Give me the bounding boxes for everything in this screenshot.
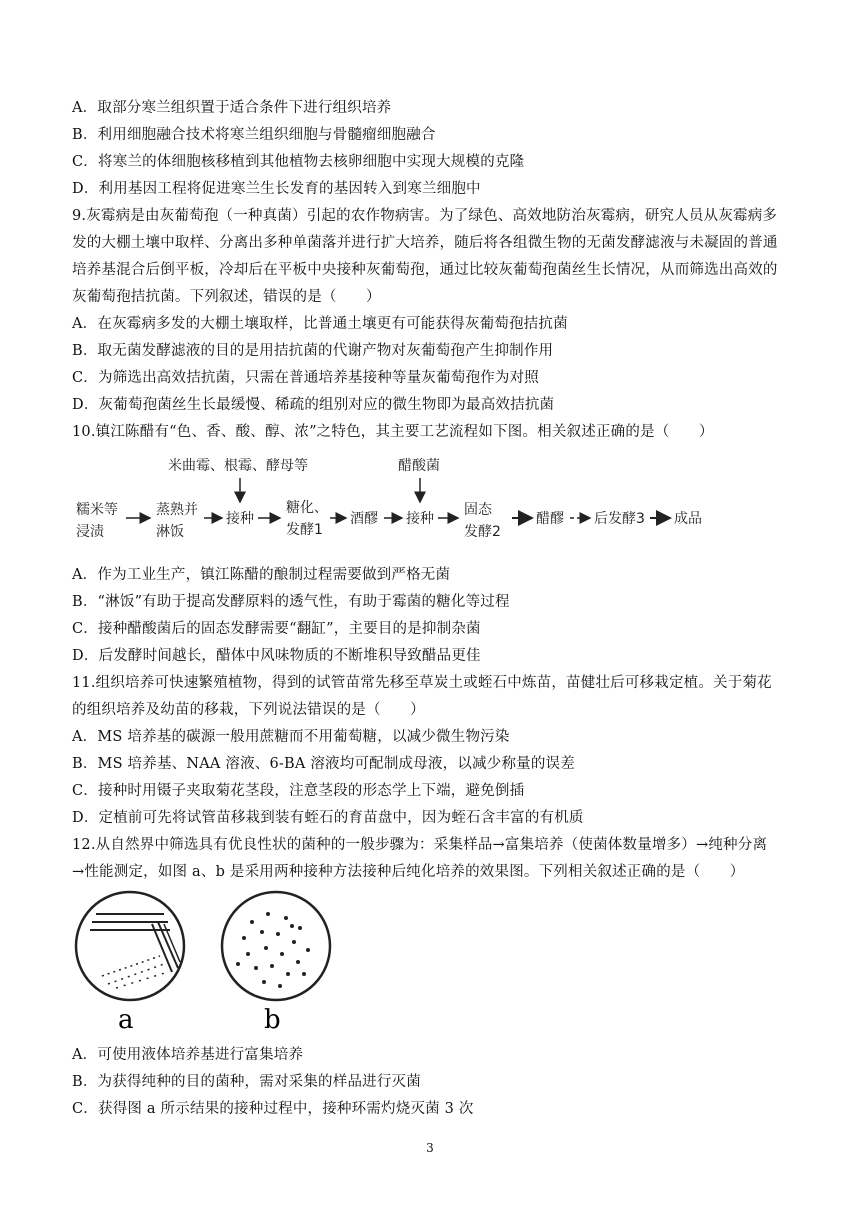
flow-step-2b: 淋饭 — [156, 524, 184, 540]
q9-option-b: B．取无菌发酵滤液的目的是用拮抗菌的代谢产物对灰葡萄孢产生抑制作用 — [72, 343, 554, 359]
flow-step-1: 糯米等 — [76, 502, 118, 518]
q10-option-b: B．“淋饭”有助于提高发酵原料的透气性，有助于霉菌的糖化等过程 — [72, 594, 510, 610]
q12-option-c: C．获得图 a 所示结果的接种过程中，接种环需灼烧灭菌 3 次 — [72, 1101, 474, 1117]
culture-plates-figure — [72, 884, 342, 1032]
q11-option-a: A．MS 培养基的碳源一般用蔗糖而不用葡萄糖，以减少微生物污染 — [72, 729, 510, 745]
plate-b-spread — [222, 892, 330, 1000]
q12-option-b: B．为获得纯种的目的菌种，需对采集的样品进行灭菌 — [72, 1074, 421, 1090]
q9-option-a: A．在灰霉病多发的大棚土壤取样，比普通土壤更有可能获得灰葡萄孢拮抗菌 — [72, 316, 568, 332]
q12-stem-line: →性能测定，如图 a、b 是采用两种接种方法接种后纯化培养的效果图。下列相关叙述正确的是（ ） — [72, 864, 745, 880]
flow-top-label-acetic: 醋酸菌 — [398, 458, 440, 474]
flow-step-8: 醋醪 — [536, 511, 564, 527]
flow-top-label-fungi: 米曲霉、根霉、酵母等 — [168, 458, 308, 474]
flow-step-6: 接种 — [406, 511, 434, 527]
q8-option-d: D．利用基因工程将促进寒兰生长发育的基因转入到寒兰细胞中 — [72, 181, 481, 197]
flow-step-5: 酒醪 — [350, 511, 378, 527]
flow-step-7: 固态 — [464, 502, 492, 518]
q10-option-d: D．后发酵时间越长，醋体中风味物质的不断堆积导致醋品更佳 — [72, 648, 481, 664]
q8-option-b: B．利用细胞融合技术将寒兰组织细胞与骨髓瘤细胞融合 — [72, 127, 436, 143]
flow-step-2: 蒸熟并 — [156, 502, 198, 518]
flow-step-7b: 发酵2 — [464, 524, 501, 540]
q11-stem-line: 11.组织培养可快速繁殖植物，得到的试管苗常先移至草炭土或蛭石中炼苗，苗健壮后可移栽定植。关于菊花 — [72, 675, 772, 691]
flow-step-1b: 浸渍 — [76, 524, 104, 540]
flow-step-3: 接种 — [226, 511, 254, 527]
flow-step-4: 糖化、 — [286, 500, 328, 516]
q9-stem-line: 灰葡萄孢拮抗菌。下列叙述，错误的是（ ） — [72, 289, 381, 305]
flow-step-4b: 发酵1 — [286, 522, 323, 538]
q9-option-d: D．灰葡萄孢菌丝生长最缓慢、稀疏的组别对应的微生物即为最高效拮抗菌 — [72, 397, 555, 413]
q12-stem-line: 12.从自然界中筛选具有优良性状的菌种的一般步骤为：采集样品→富集培养（使菌体数量增多）→纯种分离 — [72, 837, 768, 853]
q11-option-d: D．定植前可先将试管苗移栽到装有蛭石的育苗盘中，因为蛭石含丰富的有机质 — [72, 810, 584, 826]
q11-stem-line: 的组织培养及幼苗的移栽，下列说法错误的是（ ） — [72, 702, 425, 718]
flow-step-10: 成品 — [674, 511, 702, 527]
q10-option-c: C．接种醋酸菌后的固态发酵需要“翻缸”，主要目的是抑制杂菌 — [72, 621, 481, 637]
q8-option-c: C．将寒兰的体细胞核移植到其他植物去核卵细胞中实现大规模的克隆 — [72, 154, 525, 170]
vinegar-process-flowchart — [72, 452, 732, 560]
plate-a-streak — [76, 892, 184, 1000]
q9-stem-line: 9.灰霉病是由灰葡萄孢（一种真菌）引起的农作物病害。为了绿色、高效地防治灰霉病，研究人员从灰霉病多 — [72, 208, 778, 224]
q10-option-a: A．作为工业生产，镇江陈醋的酿制过程需要做到严格无菌 — [72, 567, 451, 583]
q8-option-a: A．取部分寒兰组织置于适合条件下进行组织培养 — [72, 100, 392, 116]
plate-b-label: b — [264, 1005, 281, 1032]
q10-stem: 10.镇江陈醋有“色、香、酸、醇、浓”之特色，其主要工艺流程如下图。相关叙述正确的是（ ） — [72, 424, 714, 440]
plate-a-label: a — [118, 1005, 134, 1032]
q9-stem-line: 培养基混合后倒平板，冷却后在平板中央接种灰葡萄孢，通过比较灰葡萄孢菌丝生长情况，从而筛选出高效的 — [72, 262, 778, 278]
q11-option-b: B．MS 培养基、NAA 溶液、6-BA 溶液均可配制成母液，以减少称量的误差 — [72, 756, 575, 772]
flow-step-9: 后发酵3 — [594, 511, 645, 527]
page-number: 3 — [426, 1141, 434, 1155]
q12-option-a: A．可使用液体培养基进行富集培养 — [72, 1047, 304, 1063]
q9-stem-line: 发的大棚土壤中取样、分离出多种单菌落并进行扩大培养，随后将各组微生物的无菌发酵滤液与未凝固的普通 — [72, 235, 778, 251]
q11-option-c: C．接种时用镊子夹取菊花茎段，注意茎段的形态学上下端，避免倒插 — [72, 783, 525, 799]
q9-option-c: C．为筛选出高效拮抗菌，只需在普通培养基接种等量灰葡萄孢作为对照 — [72, 370, 539, 386]
